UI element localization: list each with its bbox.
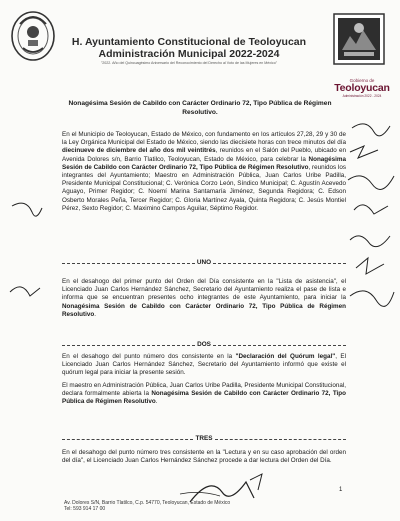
margin-signatures <box>344 118 396 308</box>
session-title: Nonagésima Sesión de Cabildo con Carácter Ordinario 72, Tipo Pública de Régimen Resolutivo. <box>68 100 332 116</box>
footer <box>64 500 334 513</box>
separator-dos: DOS <box>62 340 346 348</box>
uno-paragraph: En el desahogo del primer punto del Orden del Día consistente en la "Lista de asistencia", el Licenciado Juan Carlos Hernández Sánchez, Secretario del Ayuntamiento realiza el pase de lista e informa que se encuentran presentes ocho integrantes de este Ayuntamiento, para iniciar la Nonagésima Sesión de Cabildo con Carácter Ordinario 72, Tipo Pública de Régimen Resolutivo. <box>62 278 346 318</box>
dos-paragraph-1: En el desahogo del punto número dos consistente en la "Declaración del Quórum legal", El Licenciado Juan Carlos Hernández Sánchez, Secretario del Ayuntamiento informó que existe el quórum legal para iniciar la presente sesión. <box>62 353 346 377</box>
page-number: 1 <box>339 487 343 493</box>
government-seal-icon <box>330 10 388 68</box>
separator-uno: UNO <box>62 258 346 266</box>
footer-phone: Tel: 593 914 17 00 <box>64 506 106 513</box>
brand-block <box>334 78 390 98</box>
left-margin-signature <box>8 196 44 316</box>
brand-name: Teoloyucan <box>334 82 390 94</box>
tres-paragraph: En el desahogo del punto número tres consistente en la "Lectura y en su caso aprobación del orden del día", el Licenciado Juan Carlos Hernández Sánchez procede a dar lectura del Orden del Día. <box>62 449 346 465</box>
header <box>58 36 320 65</box>
header-subtitle: "2022. Año del Quincuagésimo Aniversario del Reconocimiento del Derecho al Voto de las Mujeres en México" <box>101 61 277 65</box>
brand-small: Gobierno de <box>349 78 375 83</box>
municipal-emblem-icon <box>8 6 58 64</box>
header-title-line1: H. Ayuntamiento Constitucional de Teoloyucan <box>71 36 307 48</box>
dos-paragraph-2: El maestro en Administración Pública, Juan Carlos Uribe Padilla, Presidente Municipal Constitucional, declara formalmente abierta la Nonagésima Sesión de Cabildo con Carácter Ordinario 72, Tipo Pública de Régimen Resolutivo. <box>62 382 346 406</box>
brand-tagline: Administración 2022 - 2024 <box>342 94 382 98</box>
header-title-line2: Administración Municipal 2022-2024 <box>98 48 280 60</box>
separator-tres: TRES <box>62 434 346 442</box>
footer-address: Av. Dolores S/N, Barrio Tlatilco, C.p. 54770, Teoloyucan, Estado de México <box>64 500 231 506</box>
intro-paragraph: En el Municipio de Teoloyucan, Estado de México, con fundamento en los artículos 27,28, 29 y 30 de la Ley Orgánica Municipal del Estado de México, siendo las diecisiete horas con trece minutos del día diecinueve de diciembre del año dos mil veintitrés, reunidos en el Salón del Pueblo, ubicado en Avenida Dolores s/n, Barrio Tlatilco, Teoloyucan, Estado de México, para celebrar la Nonagésima Sesión de Cabildo con Carácter Ordinario 72, Tipo Pública de Régimen Resolutivo, reunidos los integrantes del Ayuntamiento; Maestro en Administración Pública, Juan Carlos Uribe Padilla, Presidente Municipal Constitucional; C. Verónica Corzo León, Síndico Municipal; C. Agustín Acevedo Aguayo, Primer Regidor; C. Noemí Marina Santamaría Jiménez, Segunda Regidora; C. Edson Osberto Morales Peña, Tercer Regidor; C. Gloria Martínez Ayala, Quinta Regidora; C. Jesús Montiel Pérez, Sexto Regidor; C. Maximino Campos Aguilar, Séptimo Regidor. <box>62 131 346 212</box>
